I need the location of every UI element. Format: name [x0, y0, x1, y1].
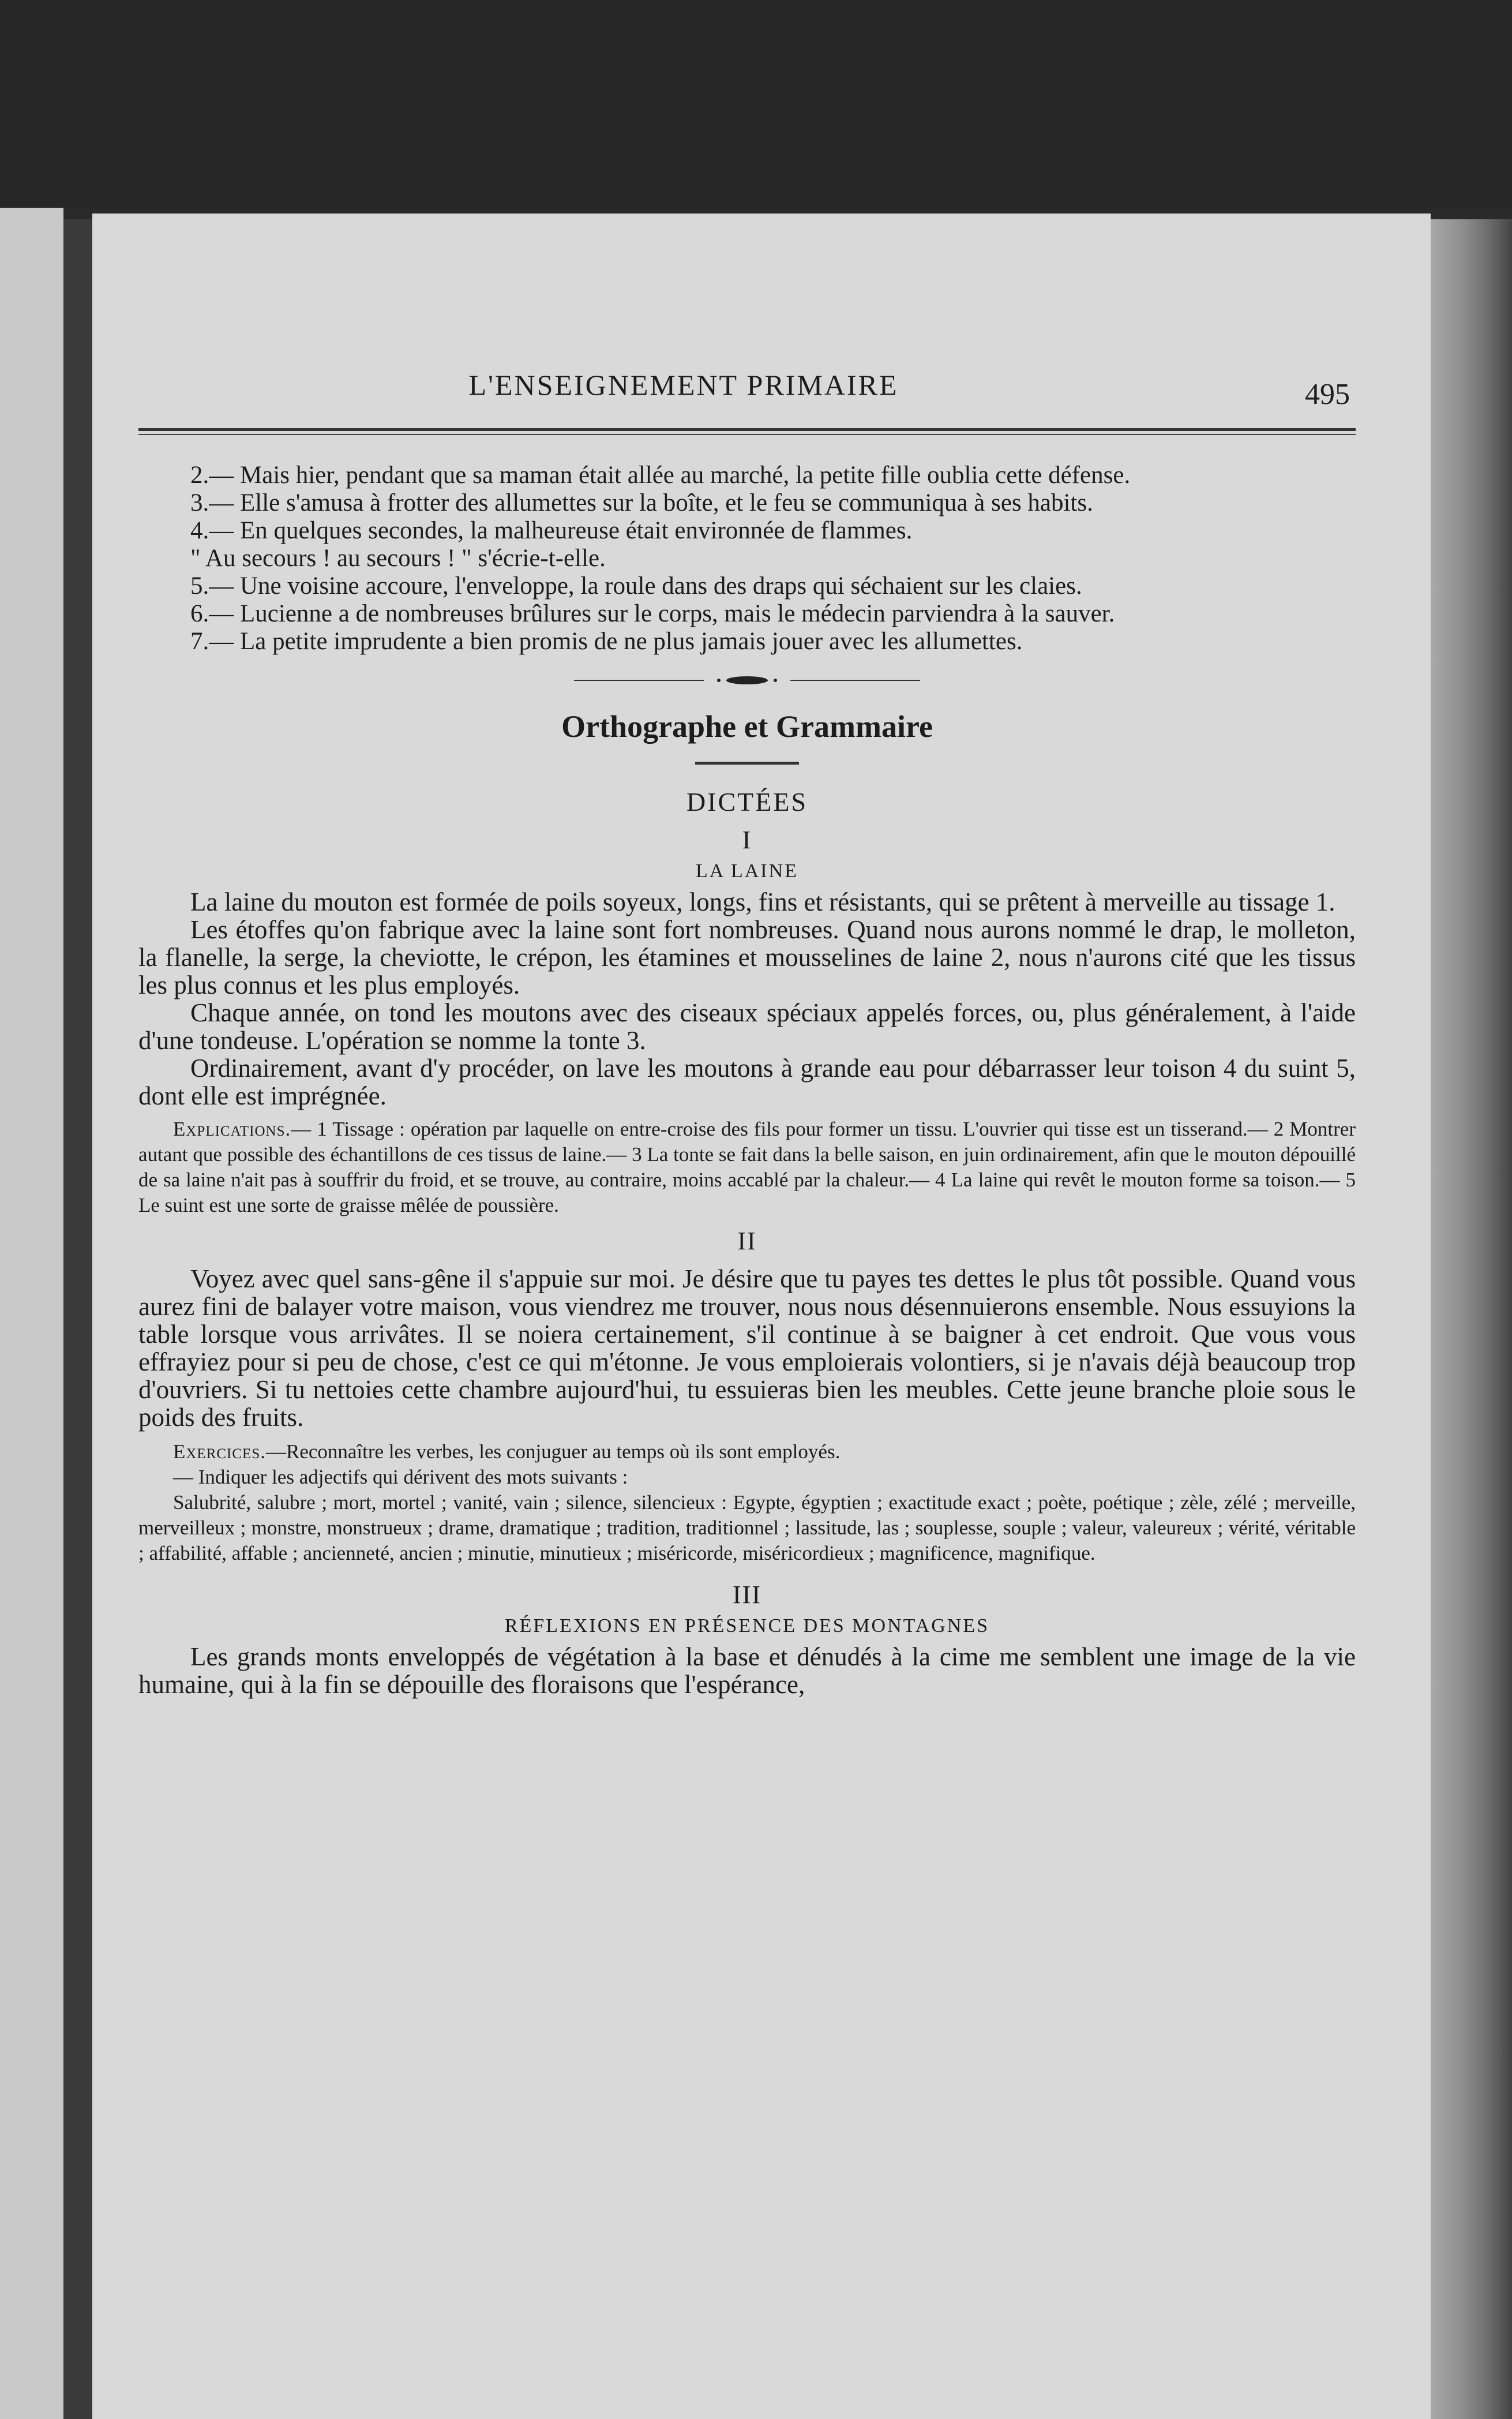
ornament-icon — [710, 675, 785, 686]
list-item: 7.— La petite imprudente a bien promis de ne plus jamais jouer avec les allumettes. — [190, 628, 1023, 655]
list-item: 6.— Lucienne a de nombreuses brûlures sur le corps, mais le médecin parviendra à la sauver. — [190, 600, 1115, 627]
dictee-number: II — [737, 1227, 757, 1255]
header-rule-thick — [138, 428, 1356, 431]
section-rule — [695, 762, 799, 765]
header-rule-thin — [138, 434, 1356, 435]
paragraph: Voyez avec quel sans-gêne il s'appuie sur moi. Je désire que tu payes tes dettes le plus tôt possible. Quand vous aurez fini de balayer votre maison, vous viendrez me trouver, nous nous désennuierons ensemble. Nous essuyions la table lorsque vous arrivâtes. Il se noiera certainement, s'il continue à se baigner à cet endroit. Que vous vous effrayiez pour si peu de chose, c'est ce qui m'étonne. Je vous emploierais volontiers, si je n'avais déjà beaucoup trop d'ouvriers. Si tu nettoies cette chambre aujourd'hui, tu essuieras bien les meubles. Cette jeune branche ploie sous le poids des fruits. — [138, 1264, 1356, 1432]
explications-label: Explications. — [173, 1118, 291, 1140]
paragraph: La laine du mouton est formée de poils soyeux, longs, fins et résistants, qui se prêtent à merveille au tissage 1. — [190, 888, 1335, 916]
page-body — [138, 462, 1356, 1698]
list-item: 4.— En quelques secondes, la malheureuse était environnée de flammes. — [190, 517, 913, 544]
section-title: Orthographe et Grammaire — [561, 709, 933, 744]
exercices-label: Exercices. — [173, 1440, 266, 1463]
list-item: 3.— Elle s'amusa à frotter des allumettes sur la boîte, et le feu se communiqua à ses habits. — [190, 489, 1093, 516]
exercices-instruction: — Indiquer les adjectifs qui dérivent des mots suivants : — [173, 1466, 628, 1488]
list-item: 2.— Mais hier, pendant que sa maman était allée au marché, la petite fille oublia cette défense. — [190, 462, 1131, 489]
paragraph: Chaque année, on tond les moutons avec des ciseaux spéciaux appelés forces, ou, plus généralement, à l'aide d'une tondeuse. L'opération se nomme la tonte 3. — [138, 998, 1356, 1055]
explications-text: — 1 Tissage : opération par laquelle on entre-croise des fils pour former un tissu. L'ouvrier qui tisse est un tisserand.— 2 Montrer autant que possible des échantillons de ces tissus de laine.— 3 La tonte se fait dans la belle saison, en juin ordinairement, afin que le mouton dépouillé de sa laine n'ait pas à souffrir du froid, et se trouve, au contraire, moins accablé par la chaleur.— 4 La laine qui revêt le mouton forme sa toison.— 5 Le suint est une sorte de graisse mêlée de poussière. — [138, 1118, 1356, 1216]
page-stack-edge — [1431, 219, 1512, 2419]
book-page — [92, 214, 1431, 2419]
facing-page-edge — [0, 208, 63, 2419]
book-gutter — [63, 219, 92, 2419]
dictee-number: I — [742, 826, 752, 854]
dictee-number: III — [733, 1581, 761, 1609]
scan-background-top — [0, 0, 1512, 208]
paragraph: Les étoffes qu'on fabrique avec la laine sont fort nombreuses. Quand nous aurons nommé le drap, le molleton, la flanelle, la serge, la cheviotte, le crépon, les étamines et mousselines de laine 2, nous n'aurons cité que les tissus les plus connus et les plus employés. — [138, 915, 1356, 999]
list-item: 5.— Une voisine accoure, l'enveloppe, la roule dans des draps qui séchaient sur les claies. — [190, 572, 1082, 600]
ornament-divider — [574, 675, 920, 686]
dictee-title: LA LAINE — [696, 860, 798, 882]
explications-note — [138, 1117, 1356, 1218]
exercices-text: —Reconnaître les verbes, les conjuguer au temps où ils sont employés. — [265, 1440, 841, 1463]
section-subtitle: DICTÉES — [686, 787, 808, 817]
running-title: L'ENSEIGNEMENT PRIMAIRE — [468, 369, 899, 401]
exercices-note — [138, 1439, 1356, 1465]
paragraph: Les grands monts enveloppés de végétation à la base et dénudés à la cime me semblent une image de la vie humaine, qui à la fin se dépouille des floraisons que l'espérance, — [138, 1642, 1356, 1699]
exercices-list: Salubrité, salubre ; mort, mortel ; vanité, vain ; silence, silencieux : Egypte, égyptien ; exactitude exact ; poète, poétique ; zèle, zélé ; merveille, merveilleux ; monstre, monstrueux ; drame, dramatique ; tradition, traditionnel ; lassitude, las ; souplesse, souple ; valeur, valeureux ; vérité, véritable ; affabilité, affable ; ancienneté, ancien ; minutie, minutieux ; miséricorde, miséricordieux ; magnificence, magnifique. — [138, 1491, 1356, 1564]
list-item: " Au secours ! au secours ! " s'écrie-t-elle. — [190, 545, 606, 572]
dictee-title: RÉFLEXIONS EN PRÉSENCE DES MONTAGNES — [504, 1615, 990, 1637]
page-number: 495 — [1305, 378, 1350, 411]
paragraph: Ordinairement, avant d'y procéder, on lave les moutons à grande eau pour débarrasser leur toison 4 du suint 5, dont elle est imprégnée. — [138, 1054, 1356, 1110]
page-header — [138, 364, 1356, 450]
